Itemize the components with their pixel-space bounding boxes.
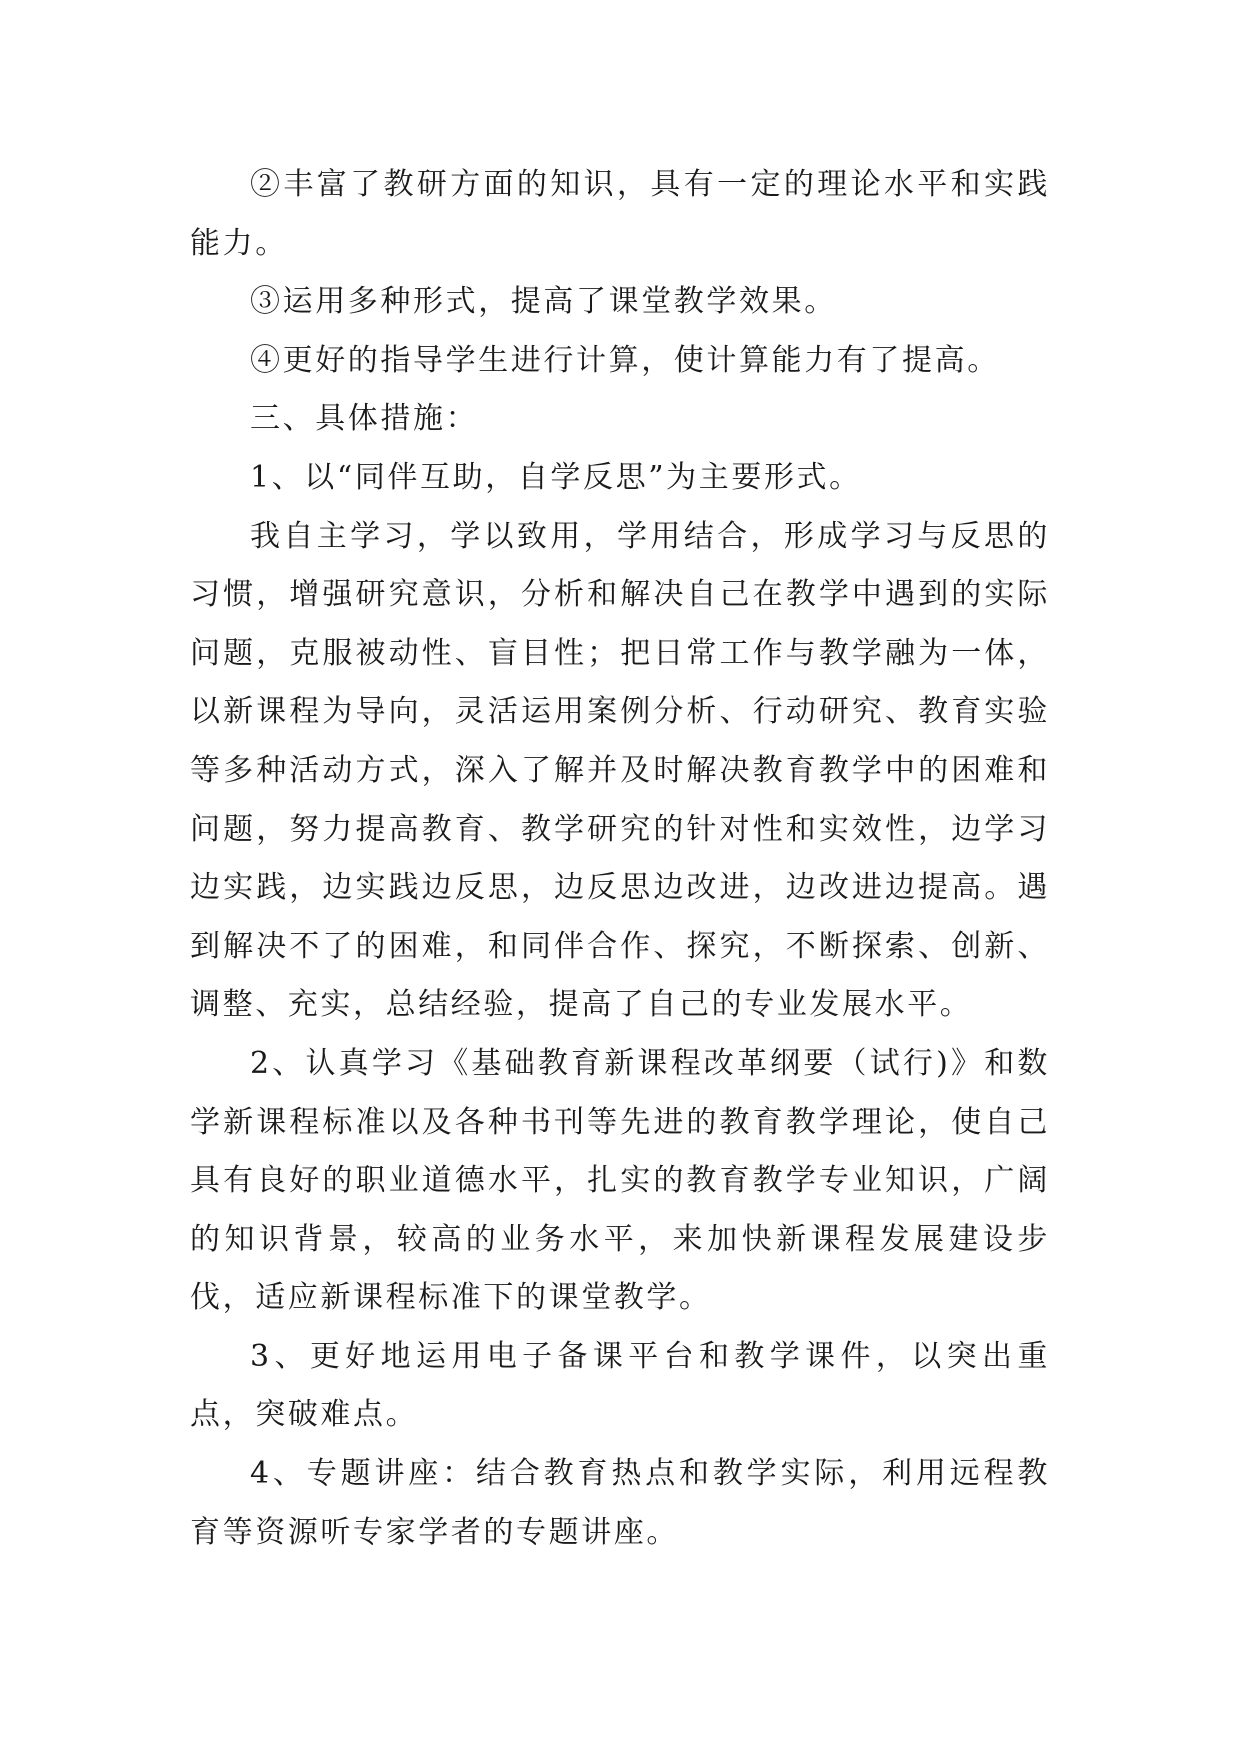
paragraph-measure-2: 2、认真学习《基础教育新课程改革纲要（试行)》和数学新课程标准以及各种书刊等先进的教育教学理论，使自己具有良好的职业道德水平，扎实的教育教学专业知识，广阔的知识背景，较高的业务水平，来加快新课程发展建设步伐，适应新课程标准下的课堂教学。 — [190, 1045, 1050, 1316]
section-heading-measures: 三、具体措施： — [250, 401, 479, 437]
paragraph-result-3: ③运用多种形式，提高了课堂教学效果。 — [250, 284, 837, 320]
paragraph-measure-4: 4、专题讲座：结合教育热点和教学实际，利用远程教育等资源听专家学者的专题讲座。 — [190, 1456, 1050, 1550]
paragraph-result-4: ④更好的指导学生进行计算，使计算能力有了提高。 — [250, 342, 1000, 378]
paragraph-self-study: 我自主学习，学以致用，学用结合，形成学习与反思的习惯，增强研究意识，分析和解决自己在教学中遇到的实际问题，克服被动性、盲目性；把日常工作与教学融为一体，以新课程为导向，灵活运用案例分析、行动研究、教育实验等多种活动方式，深入了解并及时解决教育教学中的困难和问题，努力提高教育、教学研究的针对性和实效性，边学习边实践，边实践边反思，边反思边改进，边改进边提高。遇到解决不了的困难，和同伴合作、探究，不断探索、创新、调整、充实，总结经验，提高了自己的专业发展水平。 — [190, 518, 1050, 1023]
document-body — [190, 156, 1050, 1562]
paragraph-measure-1: 1、以“同伴互助，自学反思”为主要形式。 — [250, 459, 862, 495]
paragraph-measure-3: 3、更好地运用电子备课平台和教学课件，以突出重点，突破难点。 — [190, 1338, 1050, 1433]
paragraph-result-2: ②丰富了教研方面的知识，具有一定的理论水平和实践能力。 — [190, 167, 1050, 261]
